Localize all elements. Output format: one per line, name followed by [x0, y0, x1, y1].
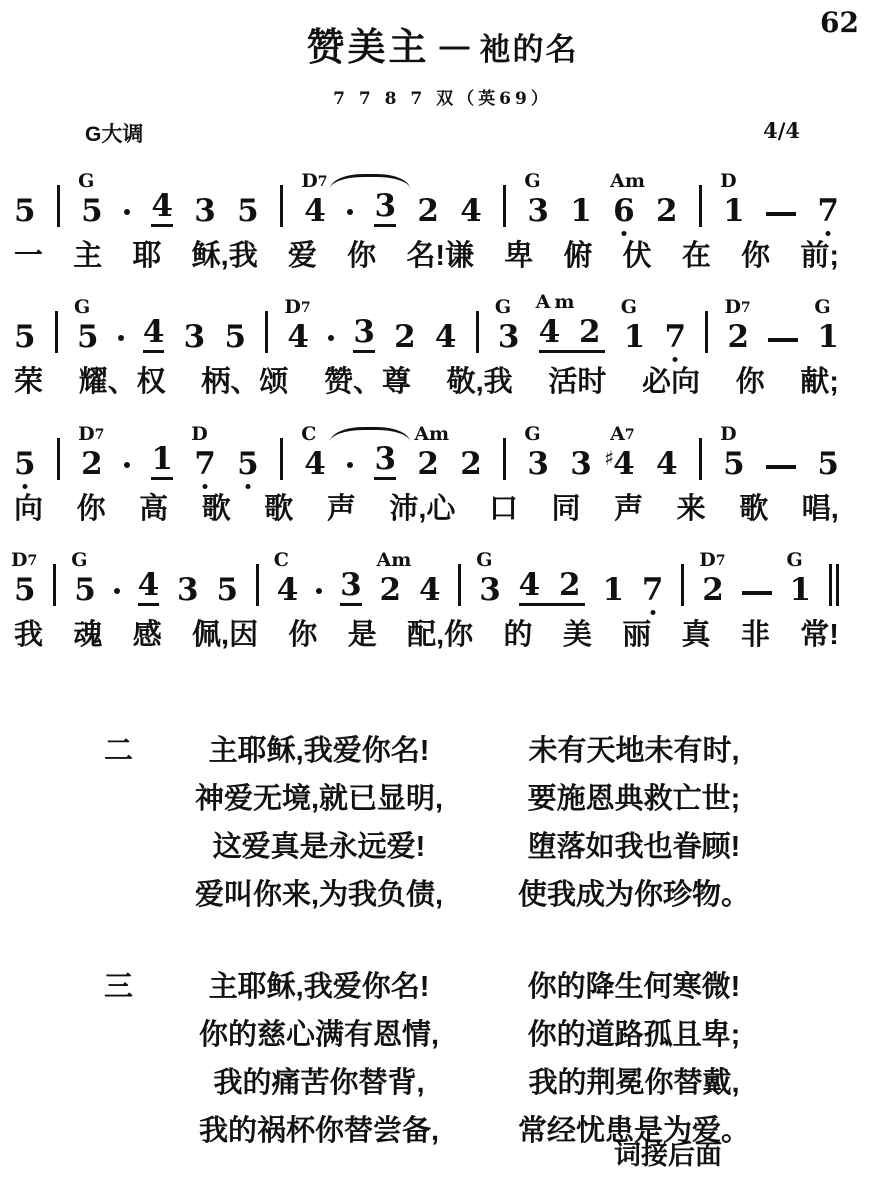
lyric-syllable: 你 — [741, 240, 771, 272]
lyric-syllable: 耀、权 — [78, 366, 166, 399]
verse-line: 堕落如我也眷顾! — [527, 831, 741, 863]
lyric-syllable: 活时 — [548, 366, 607, 399]
note: 2 — [460, 445, 482, 482]
low-octave-dot — [650, 610, 655, 615]
chord-label: G — [71, 548, 88, 571]
note: 4 — [460, 193, 482, 229]
chord-label: D7 — [284, 296, 311, 319]
dotted-note-dot — [124, 209, 130, 215]
note: 3 G — [524, 170, 549, 229]
held-note-dash — [742, 591, 772, 595]
lyric-syllable: 佩,因 — [192, 618, 259, 651]
chord-label: D7 — [724, 296, 751, 319]
verse-line: 我的祸杯你替尝备, — [198, 1115, 440, 1147]
note: 3 — [177, 571, 199, 608]
lyric-syllable: 同 — [551, 492, 581, 525]
dotted-note-dot — [114, 588, 120, 594]
chord-label: C — [301, 422, 317, 445]
note: 7 — [664, 322, 686, 353]
lyric-syllable: 声 — [326, 492, 356, 525]
note: 7 D — [194, 449, 216, 480]
verse-line: 我的痛苦你替背, — [213, 1067, 425, 1099]
note: 3 — [353, 317, 375, 353]
lyric-syllable: 沛,心 — [389, 492, 456, 525]
note: 3 — [183, 319, 206, 356]
verse-line: 要施恩典救亡世; — [527, 783, 741, 815]
lyric-syllable: 必向 — [641, 366, 700, 399]
barline — [280, 185, 283, 227]
lyric-syllable: 来 — [676, 492, 706, 525]
music-score — [0, 170, 885, 653]
lyric-syllable: 荣 — [14, 366, 44, 399]
hymn-title-main: 赞美主 — [306, 27, 430, 69]
note: 2 Am — [376, 548, 412, 608]
lyric-syllable: 你 — [735, 366, 765, 399]
lyric-syllable: 歌 — [264, 492, 294, 525]
lyric-syllable: 的 — [503, 618, 533, 651]
note: 5 G — [78, 170, 103, 229]
note: 6 Am — [613, 196, 635, 227]
chord-label: G — [476, 548, 493, 571]
barline — [53, 564, 56, 606]
note: ♯ 4 A7 — [604, 422, 635, 482]
lyric-line-2 — [14, 364, 839, 400]
lyric-syllable: 俯 — [563, 240, 593, 272]
lyric-syllable: 卑 — [504, 240, 534, 272]
lyric-syllable: 敬,我 — [446, 366, 513, 399]
lyric-syllable: 魂 — [73, 618, 103, 651]
lyric-syllable: 我 — [14, 618, 44, 651]
barline — [458, 564, 461, 606]
note: 1 G — [814, 296, 839, 356]
low-octave-dot — [673, 357, 678, 362]
note: 4 — [418, 571, 441, 608]
note: 4 D7 — [284, 296, 311, 356]
verse-3-right-column — [490, 963, 778, 1155]
note: 2 D7 — [724, 296, 751, 356]
note: 3 — [374, 444, 396, 480]
note: 4 C — [304, 449, 326, 480]
note: 1 G — [786, 548, 812, 608]
chord-label: G — [78, 170, 95, 192]
note: 4 — [655, 445, 678, 482]
verse-line: 我的荆冕你替戴, — [528, 1067, 740, 1099]
verse-number: 三 — [104, 971, 134, 1003]
dotted-note-dot — [347, 462, 353, 468]
final-barline — [829, 564, 839, 606]
note: 4 2 — [519, 570, 585, 606]
lyric-syllable: 你 — [288, 618, 318, 651]
verse-line: 使我成为你珍物。 — [517, 879, 750, 911]
music-line-3 — [14, 422, 839, 482]
verse-line: 未有天地未有时, — [528, 735, 740, 767]
dotted-note-dot — [328, 335, 334, 341]
barline — [503, 438, 506, 480]
barline — [705, 311, 708, 353]
chord-label: G — [73, 296, 91, 319]
chord-label: D — [191, 422, 208, 445]
lyric-syllable: 向 — [14, 492, 44, 525]
barline — [699, 185, 702, 227]
barline — [503, 185, 506, 227]
held-note-dash — [768, 338, 798, 342]
slur-arc — [330, 427, 410, 442]
chord-label: D7 — [301, 170, 328, 192]
note: 4 C — [273, 548, 299, 608]
note: 3 G — [494, 296, 520, 356]
chord-label: D — [720, 422, 737, 445]
barline — [476, 311, 479, 353]
held-note-dash — [766, 212, 796, 216]
music-line-4 — [11, 548, 839, 608]
barline — [256, 564, 259, 606]
music-line-2 — [14, 291, 839, 356]
lyric-syllable: 声 — [614, 492, 644, 525]
note: 3 G — [524, 422, 549, 482]
dotted-note-dot — [316, 588, 322, 594]
chord-label: Am — [414, 422, 450, 445]
chord-label: C — [273, 548, 289, 571]
verse-line: 神爱无境,就已显明, — [194, 783, 444, 815]
chord-label: G — [786, 548, 803, 571]
note: 1 — [602, 571, 625, 608]
note: 4 D7 — [304, 196, 326, 227]
lyric-syllable: 非 — [740, 618, 770, 651]
footer-note: 词接后面 — [614, 1140, 722, 1170]
lyric-syllable: 丽 — [622, 618, 652, 651]
page-number: 62 — [820, 6, 859, 39]
verse-line: 主耶稣,我爱你名! — [208, 971, 430, 1003]
note: 5 G — [73, 296, 99, 356]
note: 2 — [655, 193, 678, 229]
chord-label: D7 — [11, 548, 38, 571]
meter-info: 7 7 8 7 双（英69） — [333, 89, 552, 109]
note: 3 G — [476, 548, 501, 608]
verse-line: 这爱真是永远爱! — [212, 831, 426, 863]
lyric-syllable: 真 — [681, 618, 711, 651]
note: 3 — [374, 191, 396, 227]
chord-label: G — [620, 296, 637, 319]
chord-label: D — [720, 170, 737, 192]
lyric-syllable: 爱 — [287, 240, 317, 272]
chord-label: Am — [376, 548, 412, 571]
note: 2 D7 — [78, 422, 105, 482]
lyric-syllable: 稣,我 — [191, 240, 258, 272]
hymn-title — [0, 0, 885, 71]
note: 1 — [151, 444, 173, 480]
lyric-syllable: 配,你 — [407, 618, 474, 651]
sharp-icon: ♯ — [604, 445, 614, 470]
chord-label: G — [814, 296, 831, 319]
note: 3 — [340, 570, 362, 606]
note: 1 D — [720, 170, 745, 229]
chord-label: A7 — [610, 422, 635, 445]
low-octave-dot — [203, 484, 208, 489]
key-signature: G大调 — [85, 123, 144, 146]
lyric-syllable: 耶 — [132, 240, 162, 272]
verse-2-left-column — [168, 727, 470, 919]
key-row — [0, 118, 885, 148]
note: 2 D7 — [699, 548, 726, 608]
note: 7 — [817, 196, 839, 227]
verse-2 — [104, 727, 885, 919]
verse-line: 主耶稣,我爱你名! — [208, 735, 430, 767]
note: 7 — [642, 575, 664, 606]
low-octave-dot — [826, 231, 831, 236]
verse-line: 常经忧患是为爱。 — [517, 1115, 750, 1147]
note: 5 G — [71, 548, 96, 608]
lyric-syllable: 你 — [76, 492, 106, 525]
lyric-syllable: 高 — [139, 492, 169, 525]
chord-label: D7 — [699, 548, 726, 571]
lyric-line-4 — [14, 617, 839, 653]
verses-section — [0, 727, 885, 1155]
note: 5 — [14, 319, 36, 356]
dotted-note-dot — [124, 462, 130, 468]
note: 5 — [14, 193, 36, 229]
title-dash: — — [439, 30, 470, 63]
note: 1 — [570, 193, 592, 229]
note: 3 — [194, 193, 216, 229]
note: 2 Am — [414, 422, 450, 482]
note: 5 — [224, 319, 247, 356]
lyric-syllable: 常! — [800, 618, 839, 651]
barline — [681, 564, 684, 606]
lyric-syllable: 主 — [73, 240, 103, 272]
chord-label: Am — [610, 170, 645, 192]
lyric-syllable: 歌 — [201, 492, 231, 525]
lyric-syllable: 赞、尊 — [323, 366, 411, 399]
note: 1 G — [620, 296, 646, 356]
lyric-syllable: 是 — [347, 618, 377, 651]
note: 4 — [151, 191, 173, 227]
note: 3 — [570, 445, 592, 482]
lyric-syllable: 你 — [347, 240, 377, 272]
note: 5 D7 — [11, 548, 38, 608]
hymn-title-sub: 祂的名 — [479, 32, 579, 67]
lyric-syllable: 柄、颂 — [201, 366, 289, 399]
low-octave-dot — [22, 484, 27, 489]
verse-line: 你的降生何寒微! — [527, 971, 741, 1003]
dotted-note-dot — [347, 209, 353, 215]
note: 5 — [237, 193, 259, 229]
lyric-syllable: 一 — [14, 240, 44, 272]
low-octave-dot — [621, 231, 626, 236]
lyric-syllable: 名!谦 — [406, 240, 475, 272]
note: 5 — [817, 445, 839, 482]
chord-label: G — [494, 296, 512, 319]
dotted-note-dot — [118, 335, 124, 341]
note: 4 — [434, 319, 457, 356]
lyric-syllable: 美 — [562, 618, 592, 651]
note: 2 — [394, 319, 416, 356]
barline — [265, 311, 268, 353]
verse-number: 二 — [104, 735, 134, 767]
lyric-syllable: 前; — [800, 240, 839, 272]
lyric-syllable: 口 — [488, 492, 518, 525]
lyric-syllable: 在 — [681, 240, 711, 272]
verse-2-right-column — [490, 727, 778, 919]
chord-label: D7 — [78, 422, 105, 445]
note: 4 2 Am — [539, 317, 605, 353]
barline — [57, 438, 60, 480]
note: 5 — [216, 571, 239, 608]
chord-label: G — [524, 422, 541, 445]
lyric-syllable: 感 — [132, 618, 162, 651]
note: 5 — [237, 449, 259, 480]
verse-3-left-column — [168, 963, 470, 1155]
note: 2 — [417, 193, 439, 229]
low-octave-dot — [245, 484, 250, 489]
lyric-line-1 — [14, 238, 839, 274]
verse-line: 你的道路孤且卑; — [527, 1019, 741, 1051]
time-signature: 4/4 — [763, 118, 800, 143]
note: 4 — [143, 317, 165, 353]
verse-line: 你的慈心满有恩情, — [198, 1019, 440, 1051]
barline — [699, 438, 702, 480]
lyric-syllable: 歌 — [739, 492, 769, 525]
lyric-syllable: 唱, — [801, 492, 839, 525]
slur-arc — [330, 174, 410, 189]
lyric-line-3 — [14, 491, 839, 527]
held-note-dash — [766, 465, 796, 469]
note: 5 D — [720, 422, 745, 482]
barline — [57, 185, 60, 227]
chord-label: G — [524, 170, 541, 192]
verse-line: 爱叫你来,为我负债, — [194, 879, 444, 911]
lyric-syllable: 献; — [800, 366, 839, 399]
note: 4 — [138, 570, 160, 606]
note: 5 — [14, 449, 36, 480]
lyric-syllable: 伏 — [622, 240, 652, 272]
chord-label: Am — [535, 291, 579, 314]
barline — [280, 438, 283, 480]
verse-3 — [104, 963, 885, 1155]
music-line-1 — [14, 170, 839, 229]
barline — [55, 311, 58, 353]
